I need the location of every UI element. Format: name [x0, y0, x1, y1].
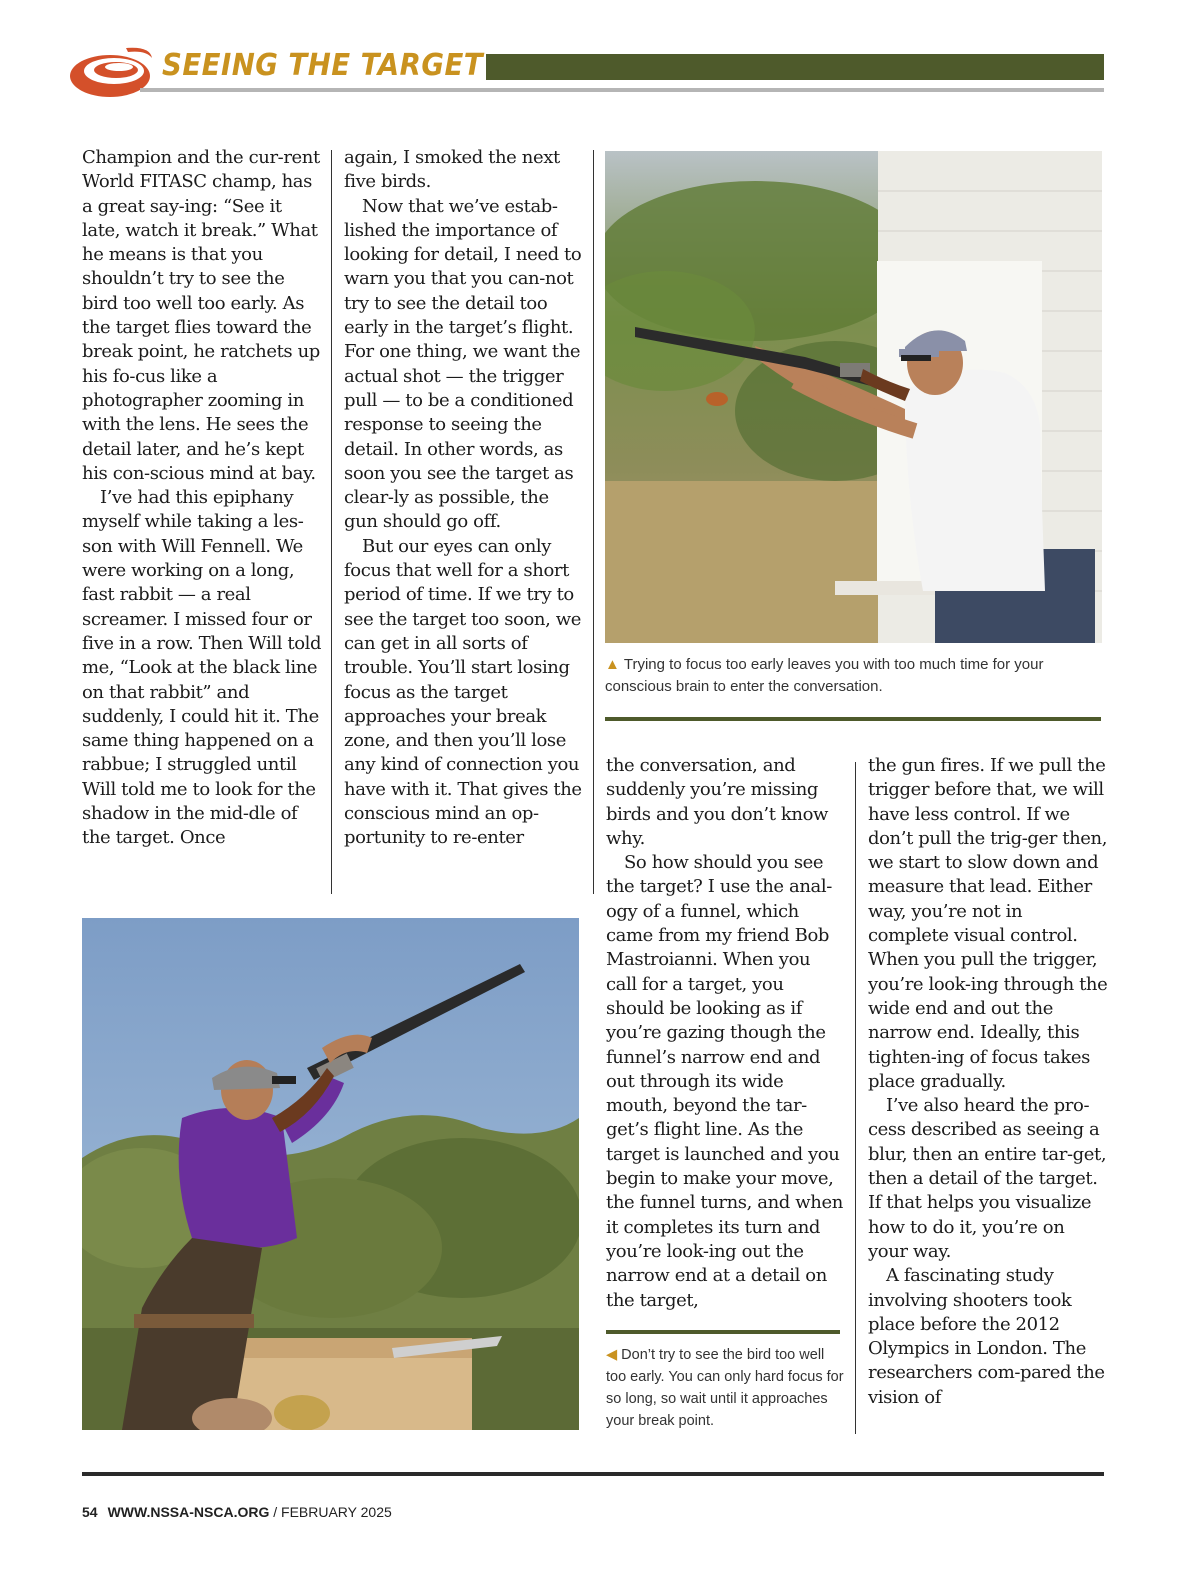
paragraph: I’ve had this epiphany myself while taking a les-son with Will Fennell. We were working on a long, fast rabbit — a real screamer. I missed four or five in a row. Then Will told me, “Look at the black line on that rabbit” and suddenly, I could hit it. The same thing happened on a rabbue; I struggled until Will told me to look for the shadow in the mid-dle of the target. Once	[82, 487, 322, 849]
caption-rule	[605, 717, 1101, 721]
header-bar	[486, 54, 1104, 80]
clay-target-logo-icon	[66, 40, 158, 102]
page-footer	[82, 1504, 392, 1520]
website-url: WWW.NSSA-NSCA.ORG	[107, 1504, 270, 1520]
shooter-white-shirt-photo	[605, 151, 1102, 643]
paragraph: But our eyes can only focus that well for a short period of time. If we try to see the target too soon, we can get in all sorts of trouble. You’ll start losing focus as the target approaches your break zone, and then you’ll lose any kind of connection you have with it. That gives the conscious mind an op-portunity to re-enter	[344, 535, 582, 849]
caption-text: Trying to focus too early leaves you with too much time for your conscious brain to enter the conversation.	[605, 656, 1044, 695]
column-divider	[855, 762, 856, 1434]
article-column-3	[606, 754, 846, 1313]
article-column-2	[344, 146, 584, 851]
caption-arrow-up-icon: ▲	[605, 656, 620, 673]
article-column-1	[82, 146, 322, 851]
section-title: SEEING THE TARGET	[162, 48, 484, 83]
issue-date: / FEBRUARY 2025	[269, 1504, 392, 1520]
shooter-purple-shirt-photo	[82, 918, 579, 1430]
column-divider	[593, 150, 594, 894]
caption-rule	[606, 1330, 840, 1334]
paragraph: the conversation, and suddenly you’re missing birds and you don’t know why.	[606, 755, 829, 849]
column-divider	[331, 150, 332, 894]
caption-arrow-left-icon: ◀	[606, 1347, 618, 1363]
paragraph: Champion and the cur-rent World FITASC champ, has a great say-ing: “See it late, watch it break.” What he means is that you shouldn’t try to see the bird too well too early. As the target flies toward the break point, he ratchets up his fo-cus like a photographer zooming in with the lens. He sees the detail later, and he’s kept his con-scious mind at bay.	[82, 147, 320, 484]
photo-caption-bottom	[606, 1344, 846, 1432]
paragraph: the gun fires. If we pull the trigger before that, we will have less control. If we don’t pull the trig-ger then, we start to slow down and measure that lead. Either way, you’re not in complete visual control. When you pull the trigger, you’re look-ing through the wide end and out the narrow end. Ideally, this tighten-ing of focus takes place gradually.	[868, 755, 1108, 1092]
paragraph: So how should you see the target? I use the anal-ogy of a funnel, which came from my friend Bob Mastroianni. When you call for a target, you should be looking as if you’re gazing though the funnel’s narrow end and out through its wide mouth, beyond the tar-get’s flight line. As the target is launched and you begin to make your move, the funnel turns, and when it completes its turn and you’re look-ing out the narrow end at a detail on the target,	[606, 852, 843, 1311]
page-number: 54	[82, 1504, 98, 1520]
article-column-4	[868, 754, 1108, 1410]
paragraph: again, I smoked the next five birds.	[344, 147, 560, 193]
header-rule	[140, 88, 1104, 92]
paragraph: A fascinating study involving shooters took place before the 2012 Olympics in London. The researchers com-pared the vision of	[868, 1265, 1105, 1408]
footer-rule	[82, 1472, 1104, 1476]
paragraph: I’ve also heard the pro-cess described as seeing a blur, then an entire tar-get, then a detail of the target. If that helps you visualize how to do it, you’re on your way.	[868, 1095, 1107, 1262]
paragraph: Now that we’ve estab-lished the importance of looking for detail, I need to warn you that you can-not try to see the detail too early in the target’s flight. For one thing, we want the actual shot — the trigger pull — to be a conditioned response to seeing the detail. In other words, as soon you see the target as clear-ly as possible, the gun should go off.	[344, 195, 582, 533]
photo-caption-top	[605, 654, 1102, 698]
caption-text: Don’t try to see the bird too well too early. You can only hard focus for so long, so wait until it approaches your break point.	[606, 1347, 844, 1429]
